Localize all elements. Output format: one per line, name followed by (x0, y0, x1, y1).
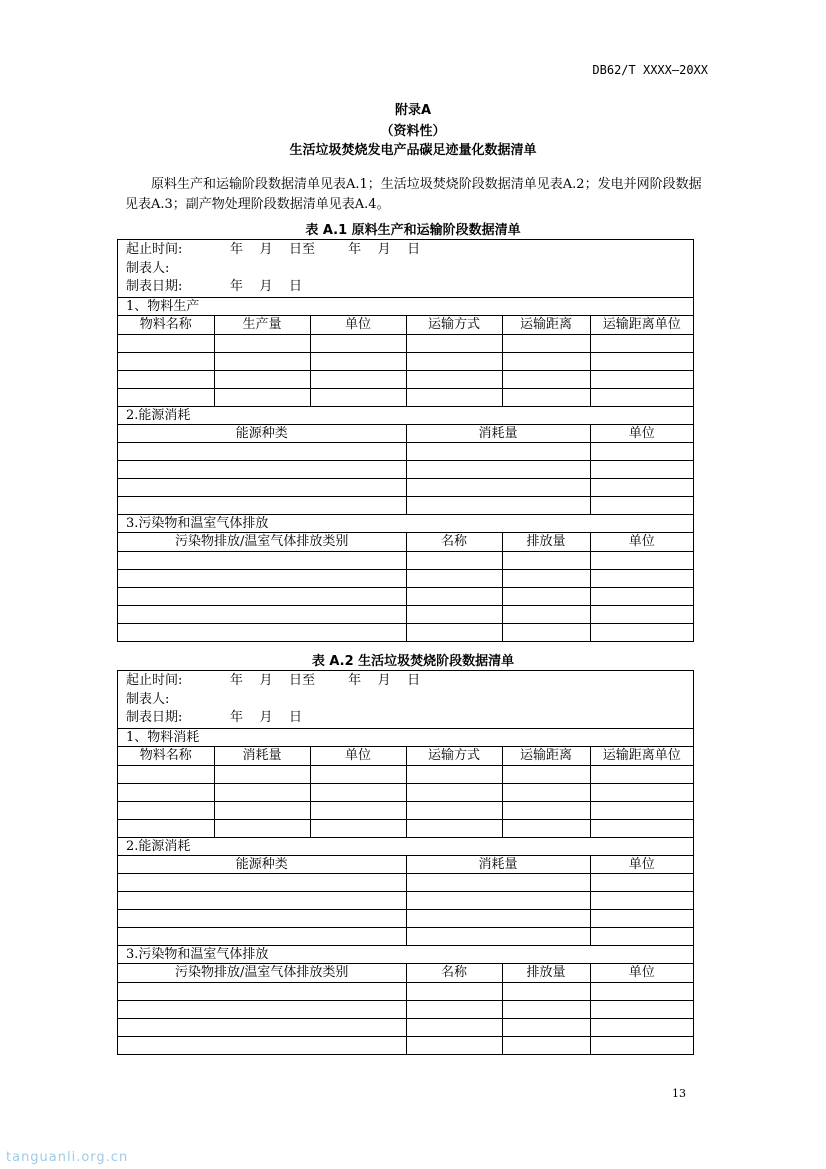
empty-cell[interactable] (406, 443, 590, 461)
empty-cell[interactable] (118, 497, 406, 515)
empty-cell[interactable] (118, 874, 406, 892)
empty-cell[interactable] (118, 443, 406, 461)
empty-cell[interactable] (406, 479, 590, 497)
column-header: 污染物排放/温室气体排放类别 (118, 533, 406, 551)
column-header: 运输距离 (502, 747, 590, 765)
empty-cell[interactable] (502, 388, 590, 406)
column-header: 消耗量 (214, 747, 310, 765)
empty-cell[interactable] (406, 1000, 502, 1018)
preparer-label: 制表人: (126, 691, 170, 707)
empty-cell[interactable] (310, 334, 406, 352)
empty-cell[interactable] (118, 765, 214, 783)
table-row (118, 783, 693, 801)
table-row (118, 569, 693, 587)
empty-cell[interactable] (118, 587, 406, 605)
column-header: 单位 (590, 425, 693, 443)
table-header-row (118, 425, 693, 443)
empty-cell[interactable] (310, 388, 406, 406)
column-header: 排放量 (502, 533, 590, 551)
empty-cell[interactable] (590, 910, 693, 928)
empty-cell[interactable] (214, 388, 310, 406)
intro-paragraph: 原料生产和运输阶段数据清单见表A.1；生活垃圾焚烧阶段数据清单见表A.2；发电并网阶段数据见表A.3；副产物处理阶段数据清单见表A.4。 (125, 177, 702, 212)
empty-cell[interactable] (406, 928, 590, 946)
empty-cell[interactable] (406, 388, 502, 406)
table-a2-caption: 表 A.2 生活垃圾焚烧阶段数据清单 (311, 654, 515, 669)
empty-cell[interactable] (502, 765, 590, 783)
table-header-row (118, 533, 693, 551)
empty-cell[interactable] (406, 334, 502, 352)
empty-cell[interactable] (590, 551, 693, 569)
column-header: 能源种类 (118, 856, 406, 874)
table-header-row (118, 747, 693, 765)
empty-cell[interactable] (406, 352, 502, 370)
table-row (118, 819, 693, 837)
empty-cell[interactable] (590, 388, 693, 406)
empty-cell[interactable] (590, 982, 693, 1000)
table-row (118, 1036, 693, 1054)
empty-cell[interactable] (406, 623, 502, 641)
empty-cell[interactable] (118, 819, 214, 837)
date-value: 年 月 日 (230, 279, 303, 294)
page-number: 13 (672, 1087, 686, 1100)
empty-cell[interactable] (310, 801, 406, 819)
start-end-label: 起止时间: (126, 673, 183, 688)
empty-cell[interactable] (406, 551, 502, 569)
column-header: 单位 (310, 316, 406, 334)
table-row (118, 605, 693, 623)
empty-cell[interactable] (406, 874, 590, 892)
empty-cell[interactable] (406, 892, 590, 910)
table-a1-section3-title: 3.污染物和温室气体排放 (118, 515, 693, 533)
table-row (118, 892, 693, 910)
table-row (118, 443, 693, 461)
empty-cell[interactable] (502, 605, 590, 623)
empty-cell[interactable] (590, 569, 693, 587)
table-header-row (118, 316, 693, 334)
table-row (118, 910, 693, 928)
appendix-name: 生活垃圾焚烧发电产品碳足迹量化数据清单 (289, 143, 537, 158)
column-header: 单位 (590, 856, 693, 874)
empty-cell[interactable] (118, 388, 214, 406)
empty-cell[interactable] (406, 910, 590, 928)
column-header: 排放量 (502, 964, 590, 982)
date-label: 制表日期: (126, 710, 183, 725)
table-header-row (118, 964, 693, 982)
empty-cell[interactable] (118, 623, 406, 641)
empty-cell[interactable] (214, 765, 310, 783)
table-a2-header (118, 671, 693, 729)
empty-cell[interactable] (214, 801, 310, 819)
empty-cell[interactable] (118, 352, 214, 370)
table-a2-material-grid (118, 747, 693, 838)
empty-cell[interactable] (406, 587, 502, 605)
empty-cell[interactable] (214, 819, 310, 837)
empty-cell[interactable] (118, 370, 214, 388)
empty-cell[interactable] (310, 819, 406, 837)
table-a1-material-grid (118, 316, 693, 407)
start-end-value: 年 月 日至 年 月 日 (230, 242, 421, 257)
empty-cell[interactable] (590, 1018, 693, 1036)
empty-cell[interactable] (590, 605, 693, 623)
empty-cell[interactable] (502, 569, 590, 587)
empty-cell[interactable] (310, 370, 406, 388)
empty-cell[interactable] (590, 928, 693, 946)
watermark-text: tanguanli.org.cn (6, 1150, 129, 1165)
table-a1-caption: 表 A.1 原料生产和运输阶段数据清单 (305, 223, 521, 238)
document-code: DB62/T XXXX—20XX (592, 63, 708, 77)
column-header: 消耗量 (406, 856, 590, 874)
empty-cell[interactable] (502, 551, 590, 569)
appendix-title: 附录A (394, 103, 432, 118)
column-header: 物料名称 (118, 316, 214, 334)
empty-cell[interactable] (502, 982, 590, 1000)
empty-cell[interactable] (502, 819, 590, 837)
column-header: 运输距离单位 (590, 747, 693, 765)
table-row (118, 551, 693, 569)
date-value: 年 月 日 (230, 710, 303, 725)
empty-cell[interactable] (502, 783, 590, 801)
empty-cell[interactable] (406, 1036, 502, 1054)
empty-cell[interactable] (502, 1018, 590, 1036)
empty-cell[interactable] (406, 497, 590, 515)
empty-cell[interactable] (118, 461, 406, 479)
empty-cell[interactable] (406, 370, 502, 388)
table-a2-section1-title: 1、物料消耗 (118, 729, 693, 747)
empty-cell[interactable] (118, 910, 406, 928)
table-row (118, 982, 693, 1000)
empty-cell[interactable] (118, 334, 214, 352)
empty-cell[interactable] (406, 765, 502, 783)
empty-cell[interactable] (502, 352, 590, 370)
empty-cell[interactable] (590, 587, 693, 605)
table-row (118, 801, 693, 819)
empty-cell[interactable] (214, 352, 310, 370)
empty-cell[interactable] (118, 1000, 406, 1018)
empty-cell[interactable] (406, 819, 502, 837)
empty-cell[interactable] (118, 605, 406, 623)
empty-cell[interactable] (590, 479, 693, 497)
empty-cell[interactable] (502, 801, 590, 819)
empty-cell[interactable] (118, 479, 406, 497)
empty-cell[interactable] (590, 352, 693, 370)
table-a2-emission-grid (118, 964, 693, 1054)
column-header: 消耗量 (406, 425, 590, 443)
column-header: 名称 (406, 964, 502, 982)
empty-cell[interactable] (590, 623, 693, 641)
table-row (118, 874, 693, 892)
empty-cell[interactable] (118, 1018, 406, 1036)
empty-cell[interactable] (118, 982, 406, 1000)
empty-cell[interactable] (118, 928, 406, 946)
empty-cell[interactable] (590, 783, 693, 801)
empty-cell[interactable] (118, 569, 406, 587)
empty-cell[interactable] (406, 605, 502, 623)
empty-cell[interactable] (590, 892, 693, 910)
empty-cell[interactable] (590, 461, 693, 479)
table-a1-header (118, 240, 693, 298)
empty-cell[interactable] (502, 370, 590, 388)
table-a1-section2-title: 2.能源消耗 (118, 407, 693, 425)
empty-cell[interactable] (310, 765, 406, 783)
empty-cell[interactable] (118, 801, 214, 819)
appendix-type: （资料性） (380, 124, 446, 139)
empty-cell[interactable] (406, 1018, 502, 1036)
table-row (118, 352, 693, 370)
empty-cell[interactable] (118, 892, 406, 910)
table-row (118, 928, 693, 946)
column-header: 运输方式 (406, 747, 502, 765)
column-header: 生产量 (214, 316, 310, 334)
empty-cell[interactable] (590, 765, 693, 783)
empty-cell[interactable] (502, 334, 590, 352)
start-end-value: 年 月 日至 年 月 日 (230, 673, 421, 688)
column-header: 运输距离 (502, 316, 590, 334)
table-row (118, 334, 693, 352)
empty-cell[interactable] (590, 801, 693, 819)
table-a2 (117, 670, 694, 1055)
empty-cell[interactable] (406, 569, 502, 587)
date-label: 制表日期: (126, 279, 183, 294)
table-row (118, 461, 693, 479)
empty-cell[interactable] (590, 819, 693, 837)
empty-cell[interactable] (214, 783, 310, 801)
empty-cell[interactable] (310, 352, 406, 370)
empty-cell[interactable] (118, 1036, 406, 1054)
empty-cell[interactable] (590, 1036, 693, 1054)
empty-cell[interactable] (502, 587, 590, 605)
table-row (118, 497, 693, 515)
table-a2-energy-grid (118, 856, 693, 947)
empty-cell[interactable] (502, 1036, 590, 1054)
table-row (118, 623, 693, 641)
table-a1-energy-grid (118, 425, 693, 516)
table-a2-section2-title: 2.能源消耗 (118, 838, 693, 856)
column-header: 单位 (590, 533, 693, 551)
empty-cell[interactable] (590, 334, 693, 352)
empty-cell[interactable] (406, 982, 502, 1000)
empty-cell[interactable] (406, 801, 502, 819)
empty-cell[interactable] (118, 551, 406, 569)
column-header: 运输距离单位 (590, 316, 693, 334)
table-row (118, 370, 693, 388)
column-header: 单位 (310, 747, 406, 765)
empty-cell[interactable] (118, 783, 214, 801)
table-a1 (117, 239, 694, 642)
column-header: 名称 (406, 533, 502, 551)
column-header: 单位 (590, 964, 693, 982)
empty-cell[interactable] (502, 1000, 590, 1018)
table-row (118, 765, 693, 783)
empty-cell[interactable] (590, 497, 693, 515)
empty-cell[interactable] (214, 334, 310, 352)
table-header-row (118, 856, 693, 874)
table-row (118, 479, 693, 497)
empty-cell[interactable] (590, 443, 693, 461)
empty-cell[interactable] (310, 783, 406, 801)
empty-cell[interactable] (406, 461, 590, 479)
table-a1-section1-title: 1、物料生产 (118, 298, 693, 316)
table-row (118, 1000, 693, 1018)
table-row (118, 388, 693, 406)
start-end-label: 起止时间: (126, 242, 183, 257)
column-header: 物料名称 (118, 747, 214, 765)
empty-cell[interactable] (406, 783, 502, 801)
empty-cell[interactable] (502, 623, 590, 641)
empty-cell[interactable] (214, 370, 310, 388)
table-row (118, 587, 693, 605)
preparer-label: 制表人: (126, 260, 170, 276)
column-header: 污染物排放/温室气体排放类别 (118, 964, 406, 982)
table-a1-emission-grid (118, 533, 693, 641)
table-a2-section3-title: 3.污染物和温室气体排放 (118, 946, 693, 964)
empty-cell[interactable] (590, 1000, 693, 1018)
table-row (118, 1018, 693, 1036)
empty-cell[interactable] (590, 370, 693, 388)
column-header: 运输方式 (406, 316, 502, 334)
empty-cell[interactable] (590, 874, 693, 892)
column-header: 能源种类 (118, 425, 406, 443)
